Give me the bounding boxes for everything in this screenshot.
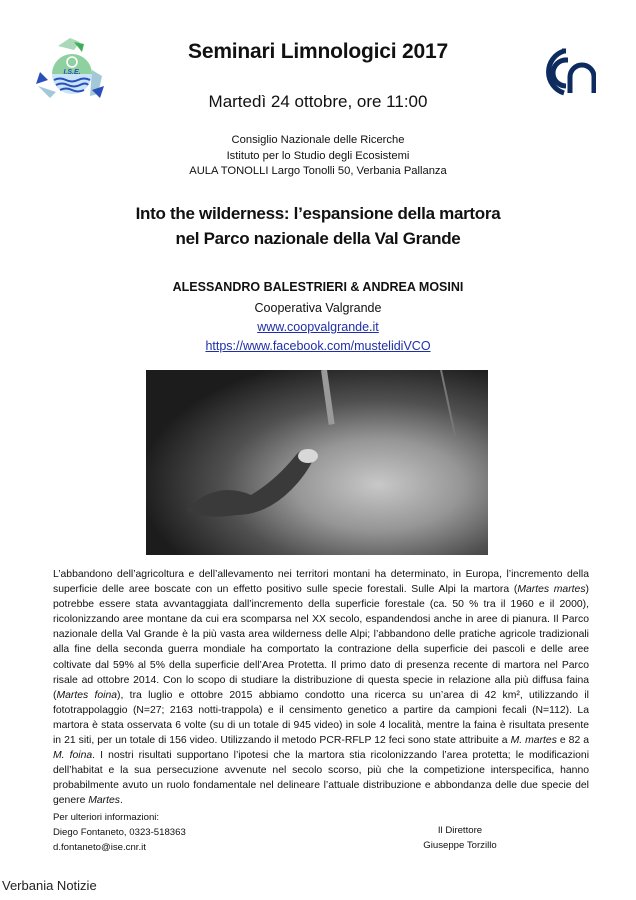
director-label: Il Direttore [437, 825, 483, 836]
abstract-text [53, 567, 589, 809]
affiliation-block [0, 299, 636, 356]
talk-title-line: Into the wilderness: l’espansione della martora [135, 204, 501, 223]
affiliation: Cooperativa Valgrande [254, 301, 382, 315]
species-name: M. foina [53, 750, 93, 762]
speakers: ALESSANDRO BALESTRIERI & ANDREA MOSINI [172, 280, 464, 294]
abstract-segment: . [120, 795, 123, 807]
genus-name: Martes [88, 795, 121, 807]
org-line: Istituto per lo Studio degli Ecosistemi [226, 149, 410, 162]
org-line: Consiglio Nazionale delle Ricerche [231, 134, 405, 146]
abstract-segment: ) potrebbe essere stata avvantaggiata dall’incremento della superficie forestale (ca. 50 % tra il 1960 e il 2000), ricolonizzando aree montane da cui era scomparsa nel XX secolo, espandendosi anche in aree di pianura. Il Parco nazionale della Val Grande è la più vasta area wilderness delle Alpi; l’abbandono delle pratiche agricole tradizionali alla fine della seconda guerra mondiale ha comportato la contrazione della superficie dei pascoli e delle aree coltivate dal 59% al 5% della superficie dell’Area Protetta. Il primo dato di presenza recente di martora nel Parco risale ad ottobre 2014. Con lo scopo di studiare la distribuzione di questa specie in relazione alla più diffusa faina ( [53, 584, 589, 701]
abstract-segment: . I nostri risultati supportano l’ipotesi che la martora stia ricolonizzando l’area protetta; le modificazioni dell’habitat e la sua persecuzione avvenute nel secolo scorso, più che la competizione interspecifica, hanno probabilmente avuto un ruolo fondamentale nel delineare l’attuale distribuzione e abbondanza delle due specie del genere [53, 750, 590, 807]
species-name: Martes foina [56, 689, 118, 701]
abstract-segment: ), tra luglio e ottobre 2015 abbiamo condotto una ricerca su un’area di 42 km², utilizzando il fototrappolaggio (N=27; 2163 notti-trappola) e il censimento genetico a partire da campioni fecali (N=112). La martora è stata osservata 6 volte (su di un totale di 945 video) in sole 4 località, mentre la faina è risultata presente in 21 siti, per un totale di 156 video. Utilizzando il metodo PCR-RFLP 12 feci sono state attribuite a [53, 689, 589, 747]
ise-logo-text: I.S.E. [63, 69, 81, 76]
director-name: Giuseppe Torzillo [423, 840, 497, 851]
director-block [400, 823, 520, 853]
contact-block [53, 810, 186, 855]
talk-title [0, 201, 636, 251]
camera-trap-photo [146, 370, 488, 555]
talk-title-line: nel Parco nazionale della Val Grande [175, 229, 461, 248]
species-name: M. martes [510, 735, 557, 747]
organization-block [0, 133, 636, 180]
abstract-segment: L’abbandono dell’agricoltura e dell’allevamento nei territori montani ha determinato, in Europa, l’incremento della superficie delle aree boscate con un effetto positivo sulle specie forestali. Sulle Alpi la martora ( [53, 569, 589, 596]
event-date: Martedì 24 ottobre, ore 11:00 [208, 92, 428, 111]
contact-name-phone: Diego Fontaneto, 0323-518363 [53, 827, 186, 838]
page-title: Seminari Limnologici 2017 [188, 40, 448, 63]
source-watermark: Verbania Notizie [2, 878, 97, 893]
marten-photo-image [146, 370, 488, 555]
contact-label: Per ulteriori informazioni: [53, 812, 160, 823]
facebook-link[interactable]: https://www.facebook.com/mustelidiVCO [205, 339, 431, 353]
abstract-segment: e 82 a [556, 735, 589, 747]
species-name: Martes martes [517, 584, 586, 596]
contact-email[interactable]: d.fontaneto@ise.cnr.it [53, 842, 146, 853]
website-link[interactable]: www.coopvalgrande.it [257, 320, 379, 334]
org-line: AULA TONOLLI Largo Tonolli 50, Verbania Pallanza [189, 165, 447, 177]
